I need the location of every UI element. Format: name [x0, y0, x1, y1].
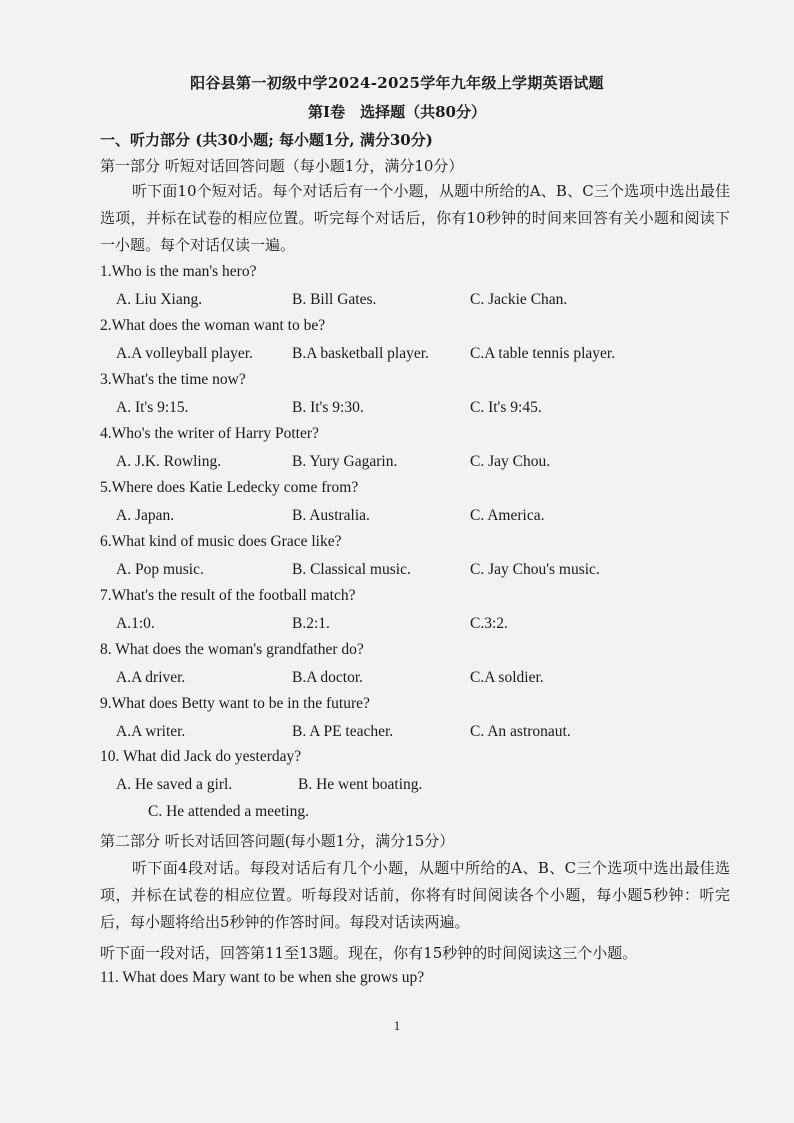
question-8-text: 8. What does the woman's grandfather do?	[100, 641, 364, 658]
question-1-text: 1.Who is the man's hero?	[100, 263, 257, 280]
question-10-option-a[interactable]: A. He saved a girl.	[116, 776, 233, 793]
question-6-text: 6.What kind of music does Grace like?	[100, 533, 342, 550]
part2-heading: 第二部分 听长对话回答问题(每小题1分，满分15分）	[100, 832, 455, 850]
question-1-option-a[interactable]: A. Liu Xiang.	[116, 291, 203, 308]
question-2-option-b[interactable]: B.A basketball player.	[292, 345, 429, 362]
question-5-option-c[interactable]: C. America.	[470, 507, 545, 524]
question-4-option-c[interactable]: C. Jay Chou.	[470, 453, 551, 470]
question-4-option-b[interactable]: B. Yury Gagarin.	[292, 453, 398, 470]
question-10-option-b[interactable]: B. He went boating.	[298, 776, 423, 793]
question-7-text: 7.What's the result of the football match?	[100, 587, 356, 604]
question-3-option-a[interactable]: A. It's 9:15.	[116, 399, 189, 416]
question-10-text: 10. What did Jack do yesterday?	[100, 748, 302, 765]
page-number: 1	[393, 1018, 401, 1033]
question-2-text: 2.What does the woman want to be?	[100, 317, 326, 334]
question-7-option-b[interactable]: B.2:1.	[292, 615, 330, 632]
question-9-option-b[interactable]: B. A PE teacher.	[292, 723, 394, 740]
part1-instructions: 听下面10个短对话。每个对话后有一个小题，从题中所给的A、B、C三个选项中选出最佳选项，并标在试卷的相应位置。听完每个对话后，你有10秒钟的时间来回答有关小题和阅读下一小题。每个对话仅读一遍。	[100, 182, 730, 254]
part2-lead: 听下面一段对话，回答第11至13题。现在，你有15秒钟的时间阅读这三个小题。	[100, 944, 638, 962]
question-7-option-c[interactable]: C.3:2.	[470, 615, 508, 632]
question-6-option-a[interactable]: A. Pop music.	[116, 561, 204, 578]
question-5-text: 5.Where does Katie Ledecky come from?	[100, 479, 359, 496]
question-2-option-a[interactable]: A.A volleyball player.	[116, 345, 253, 362]
question-8-option-c[interactable]: C.A soldier.	[470, 669, 544, 686]
question-3-option-b[interactable]: B. It's 9:30.	[292, 399, 364, 416]
question-4-option-a[interactable]: A. J.K. Rowling.	[116, 453, 222, 470]
question-1-option-b[interactable]: B. Bill Gates.	[292, 291, 377, 308]
question-5-option-a[interactable]: A. Japan.	[116, 507, 175, 524]
question-4-text: 4.Who's the writer of Harry Potter?	[100, 425, 319, 442]
question-8-option-b[interactable]: B.A doctor.	[292, 669, 364, 686]
question-6-option-b[interactable]: B. Classical music.	[292, 561, 411, 578]
question-8-option-a[interactable]: A.A driver.	[116, 669, 186, 686]
question-9-option-c[interactable]: C. An astronaut.	[470, 723, 571, 740]
exam-title: 阳谷县第一初级中学2024-2025学年九年级上学期英语试题	[190, 74, 604, 92]
question-3-text: 3.What's the time now?	[100, 371, 246, 388]
question-5-option-b[interactable]: B. Australia.	[292, 507, 370, 524]
listening-section-heading: 一、听力部分 (共30小题; 每小题1分, 满分30分)	[100, 131, 433, 149]
part1-heading: 第一部分 听短对话回答问题（每小题1分，满分10分）	[100, 157, 464, 175]
question-3-option-c[interactable]: C. It's 9:45.	[470, 399, 542, 416]
question-9-option-a[interactable]: A.A writer.	[116, 723, 186, 740]
question-7-option-a[interactable]: A.1:0.	[116, 615, 155, 632]
question-6-option-c[interactable]: C. Jay Chou's music.	[470, 561, 600, 578]
part2-instructions: 听下面4段对话。每段对话后有几个小题，从题中所给的A、B、C三个选项中选出最佳选项，并标在试卷的相应位置。听每段对话前，你将有时间阅读各个小题，每小题5秒钟：听完后，每小题将给出5秒钟的作答时间。每段对话读两遍。	[100, 859, 730, 931]
question-10-option-c[interactable]: C. He attended a meeting.	[148, 803, 309, 820]
question-11-text: 11. What does Mary want to be when she grows up?	[100, 969, 425, 986]
question-9-text: 9.What does Betty want to be in the future?	[100, 695, 370, 712]
question-1-option-c[interactable]: C. Jackie Chan.	[470, 291, 568, 308]
exam-subtitle: 第Ⅰ卷 选择题（共80分）	[308, 103, 486, 121]
question-2-option-c[interactable]: C.A table tennis player.	[470, 345, 616, 362]
